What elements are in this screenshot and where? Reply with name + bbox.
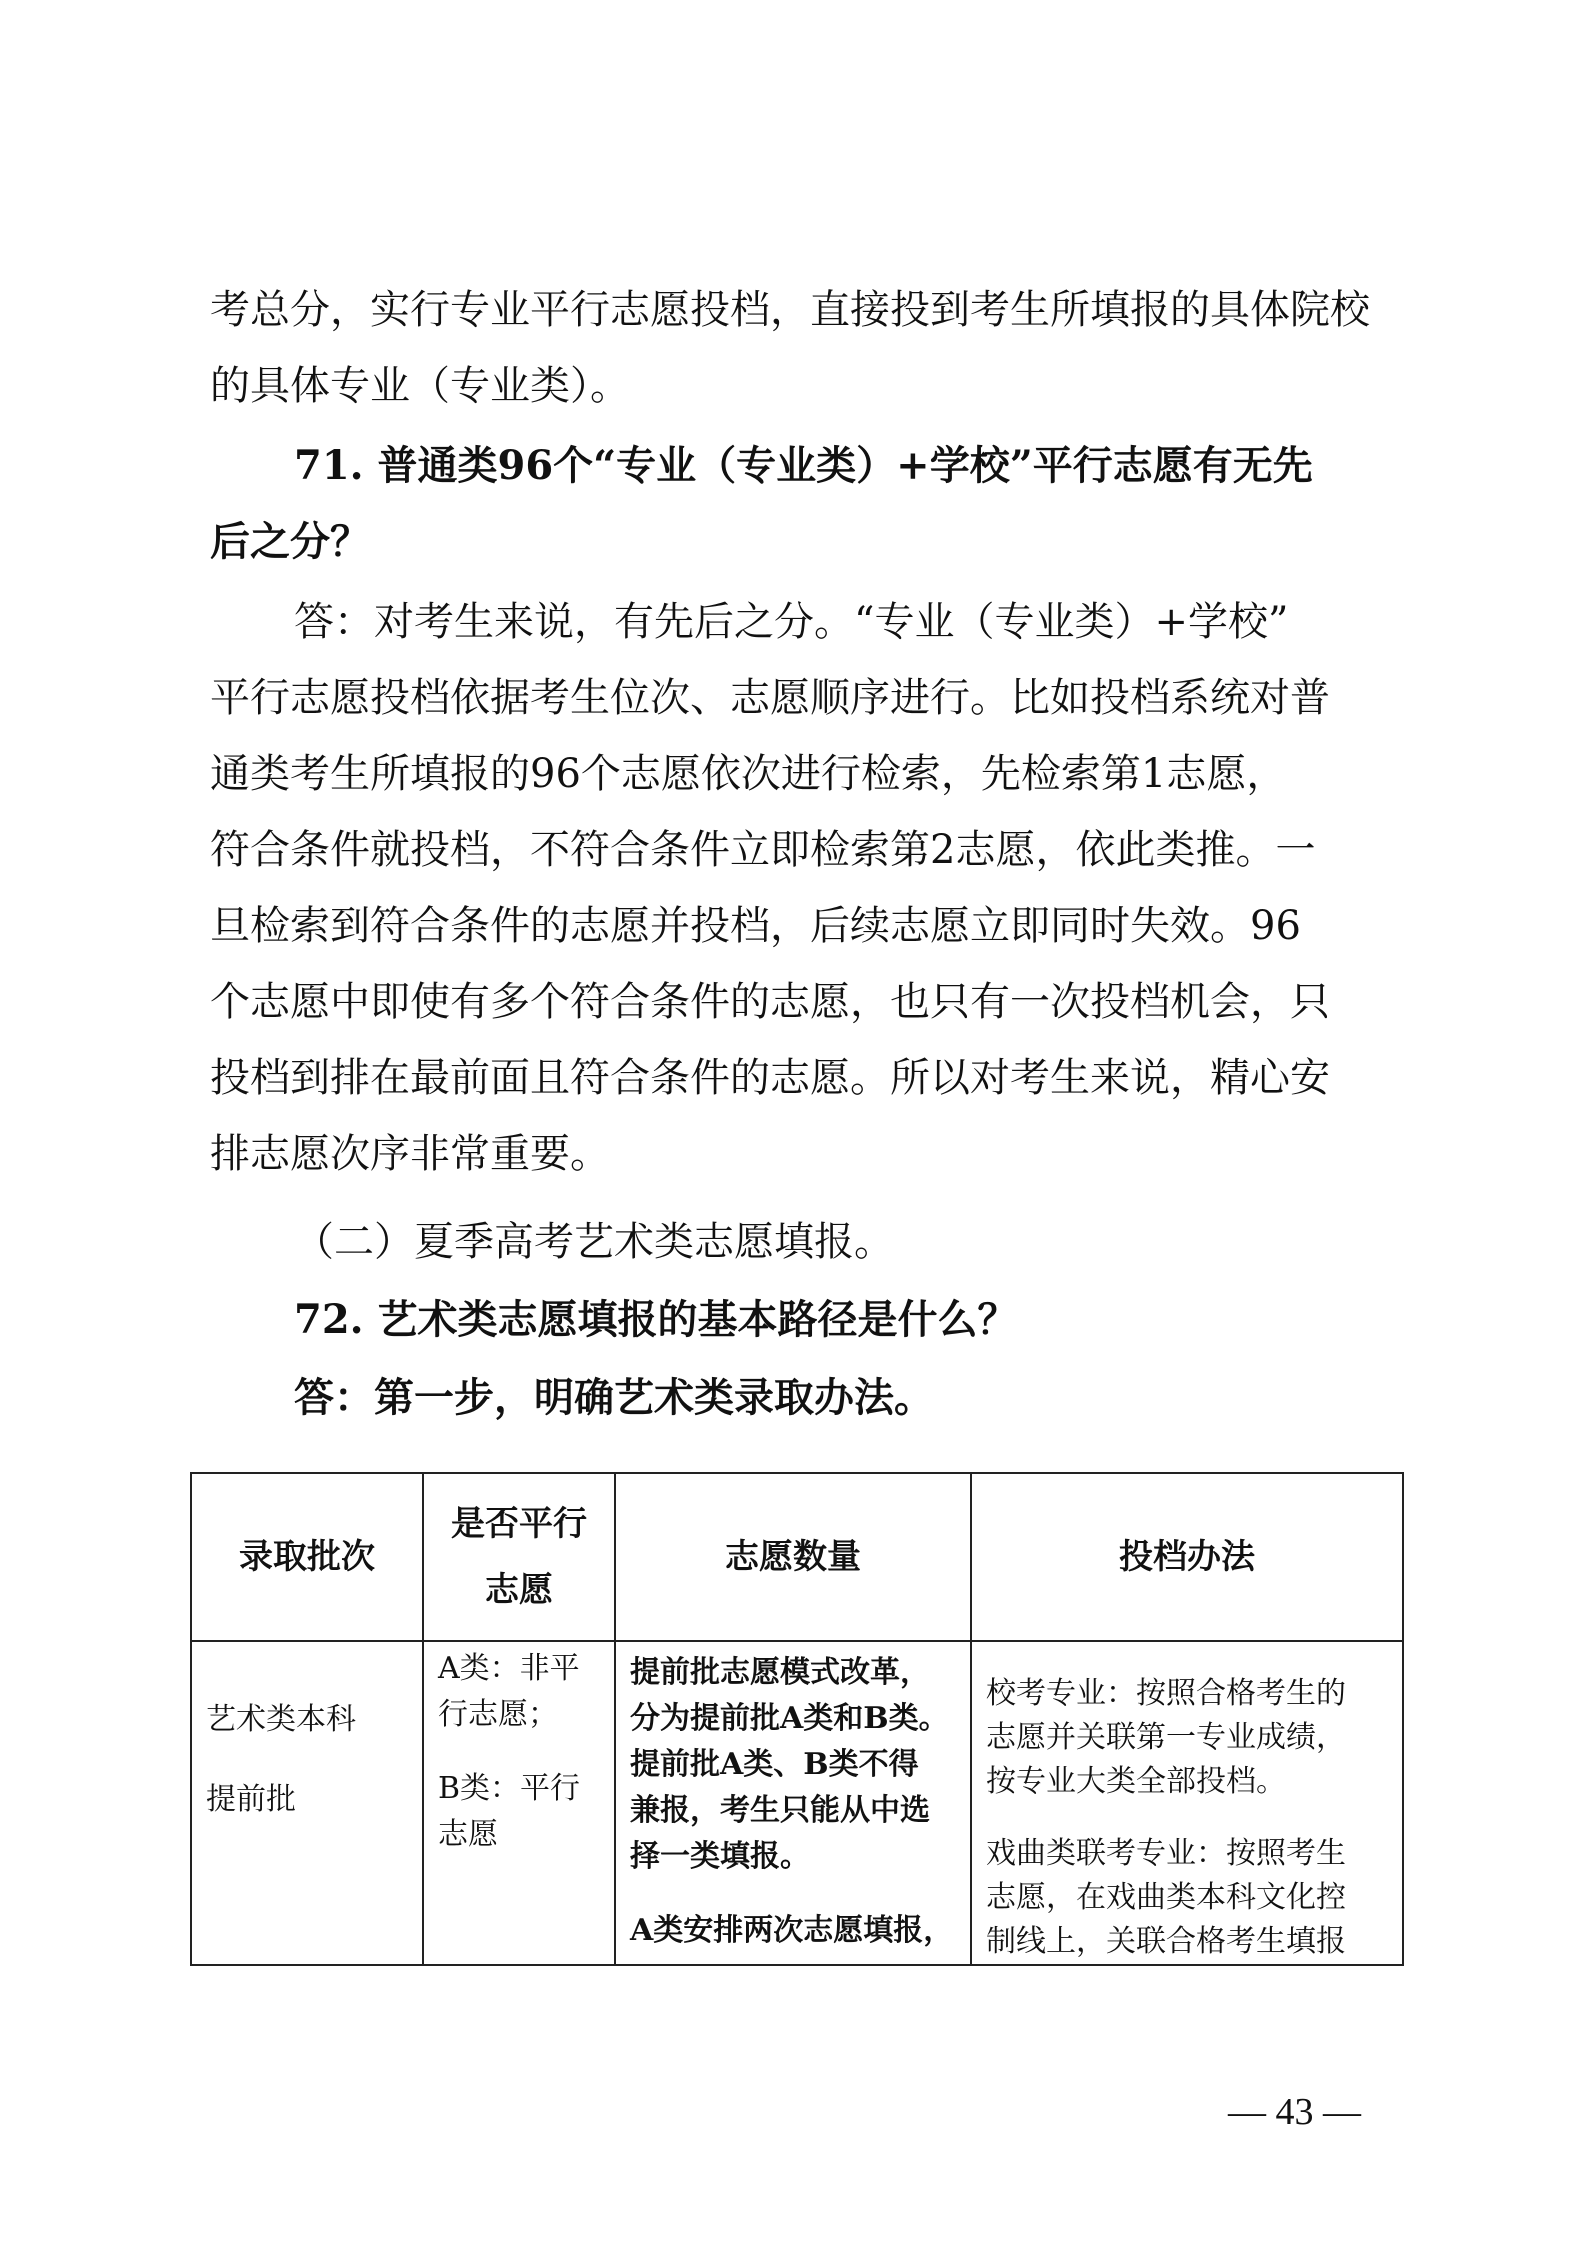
header-parallel-line: 是否平行 xyxy=(451,1504,587,1544)
cell-line: A类安排两次志愿填报， xyxy=(630,1913,954,1948)
cell-line: 行志愿； xyxy=(438,1697,558,1732)
header-method: 投档办法 xyxy=(971,1473,1403,1641)
cell-line: 制线上，关联合格考生填报 xyxy=(986,1924,1346,1959)
text-line: 71. 普通类96个“专业（专业类）+学校”平行志愿有无先 xyxy=(294,442,1313,489)
cell-parallel xyxy=(423,1641,615,1965)
question-71 xyxy=(210,428,1390,580)
text-line: 符合条件就投档，不符合条件立即检索第2志愿，依此类推。一 xyxy=(210,827,1316,873)
section-heading-2 xyxy=(210,1204,1390,1280)
text-line: 通类考生所填报的96个志愿依次进行检索，先检索第1志愿， xyxy=(210,751,1287,797)
text-line: 旦检索到符合条件的志愿并投档，后续志愿立即同时失效。96 xyxy=(210,903,1301,949)
cell-line: 志愿，在戏曲类本科文化控 xyxy=(986,1880,1346,1915)
cell-line: 提前批A类、B类不得 xyxy=(630,1747,919,1782)
cell-method xyxy=(971,1641,1403,1965)
cell-line: 志愿 xyxy=(438,1817,498,1852)
cell-line: A类：非平 xyxy=(438,1651,580,1686)
text-line: 个志愿中即使有多个符合条件的志愿，也只有一次投档机会，只 xyxy=(210,979,1330,1025)
text-line: 答：第一步，明确艺术类录取办法。 xyxy=(294,1374,934,1421)
answer-72 xyxy=(210,1360,1390,1436)
cell-batch xyxy=(191,1641,423,1965)
cell-line: 校考专业：按照合格考生的 xyxy=(986,1676,1346,1711)
cell-line: 艺术类本科 xyxy=(206,1702,356,1737)
header-parallel-line: 志愿 xyxy=(485,1570,553,1610)
page-number: — 43 — xyxy=(1228,2091,1361,2133)
cell-line: 择一类填报。 xyxy=(630,1839,810,1874)
header-parallel xyxy=(423,1473,615,1641)
answer-71 xyxy=(210,584,1390,1192)
text-line: 后之分？ xyxy=(210,518,370,565)
cell-line: 分为提前批A类和B类。 xyxy=(630,1701,949,1736)
cell-line: 兼报，考生只能从中选 xyxy=(630,1793,930,1828)
text-line: 排志愿次序非常重要。 xyxy=(210,1131,610,1177)
header-batch: 录取批次 xyxy=(191,1473,423,1641)
cell-line: 提前批 xyxy=(206,1782,296,1817)
cell-line: 戏曲类联考专业：按照考生 xyxy=(986,1836,1346,1871)
text-line: 考总分，实行专业平行志愿投档，直接投到考生所填报的具体院校 xyxy=(210,287,1370,333)
paragraph-continuation xyxy=(210,272,1390,424)
question-72 xyxy=(210,1282,1390,1358)
cell-line: 志愿并关联第一专业成绩， xyxy=(986,1720,1346,1755)
text-line: 的具体专业（专业类）。 xyxy=(210,363,630,409)
text-line: （二）夏季高考艺术类志愿填报。 xyxy=(294,1219,894,1265)
header-count: 志愿数量 xyxy=(615,1473,971,1641)
table-row xyxy=(191,1641,1403,1965)
cell-line: B类：平行 xyxy=(438,1771,581,1806)
cell-count xyxy=(615,1641,971,1965)
cell-line: 按专业大类全部投档。 xyxy=(986,1764,1286,1799)
text-line: 平行志愿投档依据考生位次、志愿顺序进行。比如投档系统对普 xyxy=(210,675,1330,721)
text-line: 答：对考生来说，有先后之分。“专业（专业类）+学校” xyxy=(294,599,1289,645)
text-line: 投档到排在最前面且符合条件的志愿。所以对考生来说，精心安 xyxy=(210,1055,1330,1101)
table-header-row xyxy=(191,1473,1403,1641)
cell-line: 提前批志愿模式改革， xyxy=(630,1655,930,1690)
admission-table xyxy=(190,1472,1404,1966)
text-line: 72. 艺术类志愿填报的基本路径是什么？ xyxy=(294,1296,1018,1343)
